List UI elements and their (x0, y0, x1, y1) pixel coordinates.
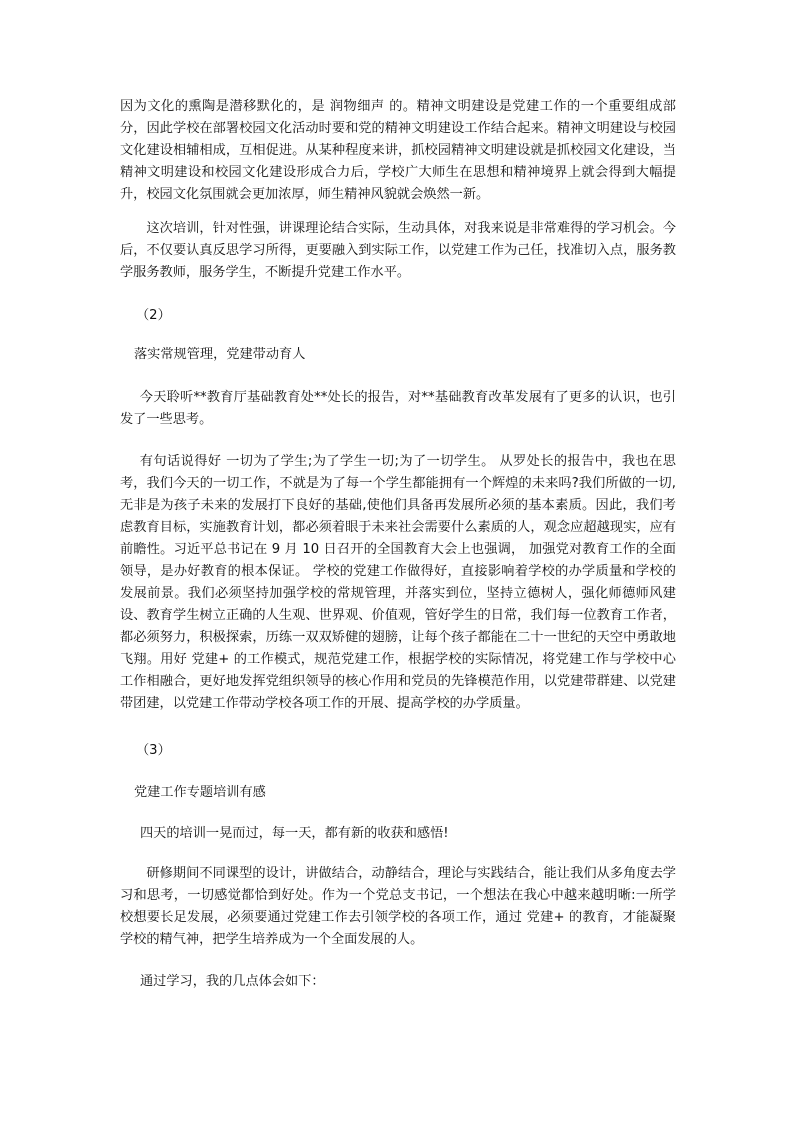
section-title-3: 党建工作专题培训有感 (134, 785, 266, 800)
section-title-2: 落实常规管理，党建带动育人 (134, 347, 306, 362)
paragraph-takeaways: 通过学习，我的几点体会如下： (140, 974, 325, 989)
paragraph-four-days: 四天的培训一晃而过，每一天，都有新的收获和感悟! (140, 826, 449, 841)
paragraph-culture: 因为文化的熏陶是潜移默化的，是 润物细声 的。精神文明建设是党建工作的一个重要组成部分，因此学校在部署校园文化活动时要和党的精神文明建设工作结合起来。精神文明建设与校园文化建设相辅相成，互相促进。从某种程度来讲，抓校园精神文明建设就是抓校园文化建设，当精神文明建设和校园文化建设形成合力后，学校广大师生在思想和精神境界上就会得到大幅提升，校园文化氛围就会更加浓厚，师生精神风貌就会焕然一新。 (120, 99, 676, 202)
paragraph-all-for-students: 有句话说得好 一切为了学生;为了学生一切;为了一切学生。 从罗处长的报告中，我也在思考，我们今天的一切工作，不就是为了每一个学生都能拥有一个辉煌的未来吗?我们所做的一切,无非是为孩子未来的发展打下良好的基础,使他们具备再发展所必须的基本素质。因此，我们考虑教育目标，实施教育计划，都必须着眼于未来社会需要什么素质的人，观念应超越现实，应有前瞻性。习近平总书记在 9 月 10 日召开的全国教育大会上也强调， 加强党对教育工作的全面领导，是办好教育的根本保证。 学校的党建工作做得好，直接影响着学校的办学质量和学校的发展前景。我们必须坚持加强学校的常规管理，并落实到位，坚持立德树人，强化师德师风建设、教育学生树立正确的人生观、世界观、价值观，管好学生的日常，我们每一位教育工作者，都必须努力，积极探索，历练一双双矫健的翅膀，让每个孩子都能在二十一世纪的天空中勇敢地飞翔。用好 党建+ 的工作模式，规范党建工作，根据学校的实际情况，将党建工作与学校中心工作相融合，更好地发挥党组织领导的核心作用和党员的先锋模范作用，以党建带群建、以党建带团建，以党建工作带动学校各项工作的开展、提高学校的办学质量。 (120, 454, 676, 711)
paragraph-training-summary: 这次培训，针对性强，讲课理论结合实际，生动具体，对我来说是非常难得的学习机会。今后，不仅要认真反思学习所得，更要融入到实际工作，以党建工作为己任，找准切入点，服务教学服务教师，服务学生，不断提升党建工作水平。 (120, 221, 676, 280)
paragraph-study-period: 研修期间不同课型的设计，讲做结合，动静结合，理论与实践结合，能让我们从多角度去学习和思考，一切感觉都恰到好处。作为一个党总支书记，一个想法在我心中越来越明晰:一所学校想要长足发展，必须要通过党建工作去引领学校的各项工作，通过 党建+ 的教育，才能凝聚学校的精气神，把学生培养成为一个全面发展的人。 (120, 866, 676, 947)
section-number-3: （3） (136, 743, 171, 758)
paragraph-report: 今天聆听**教育厅基础教育处**处长的报告，对**基础教育改革发展有了更多的认识，也引发了一些思考。 (120, 390, 676, 427)
section-number-2: （2） (136, 308, 171, 323)
